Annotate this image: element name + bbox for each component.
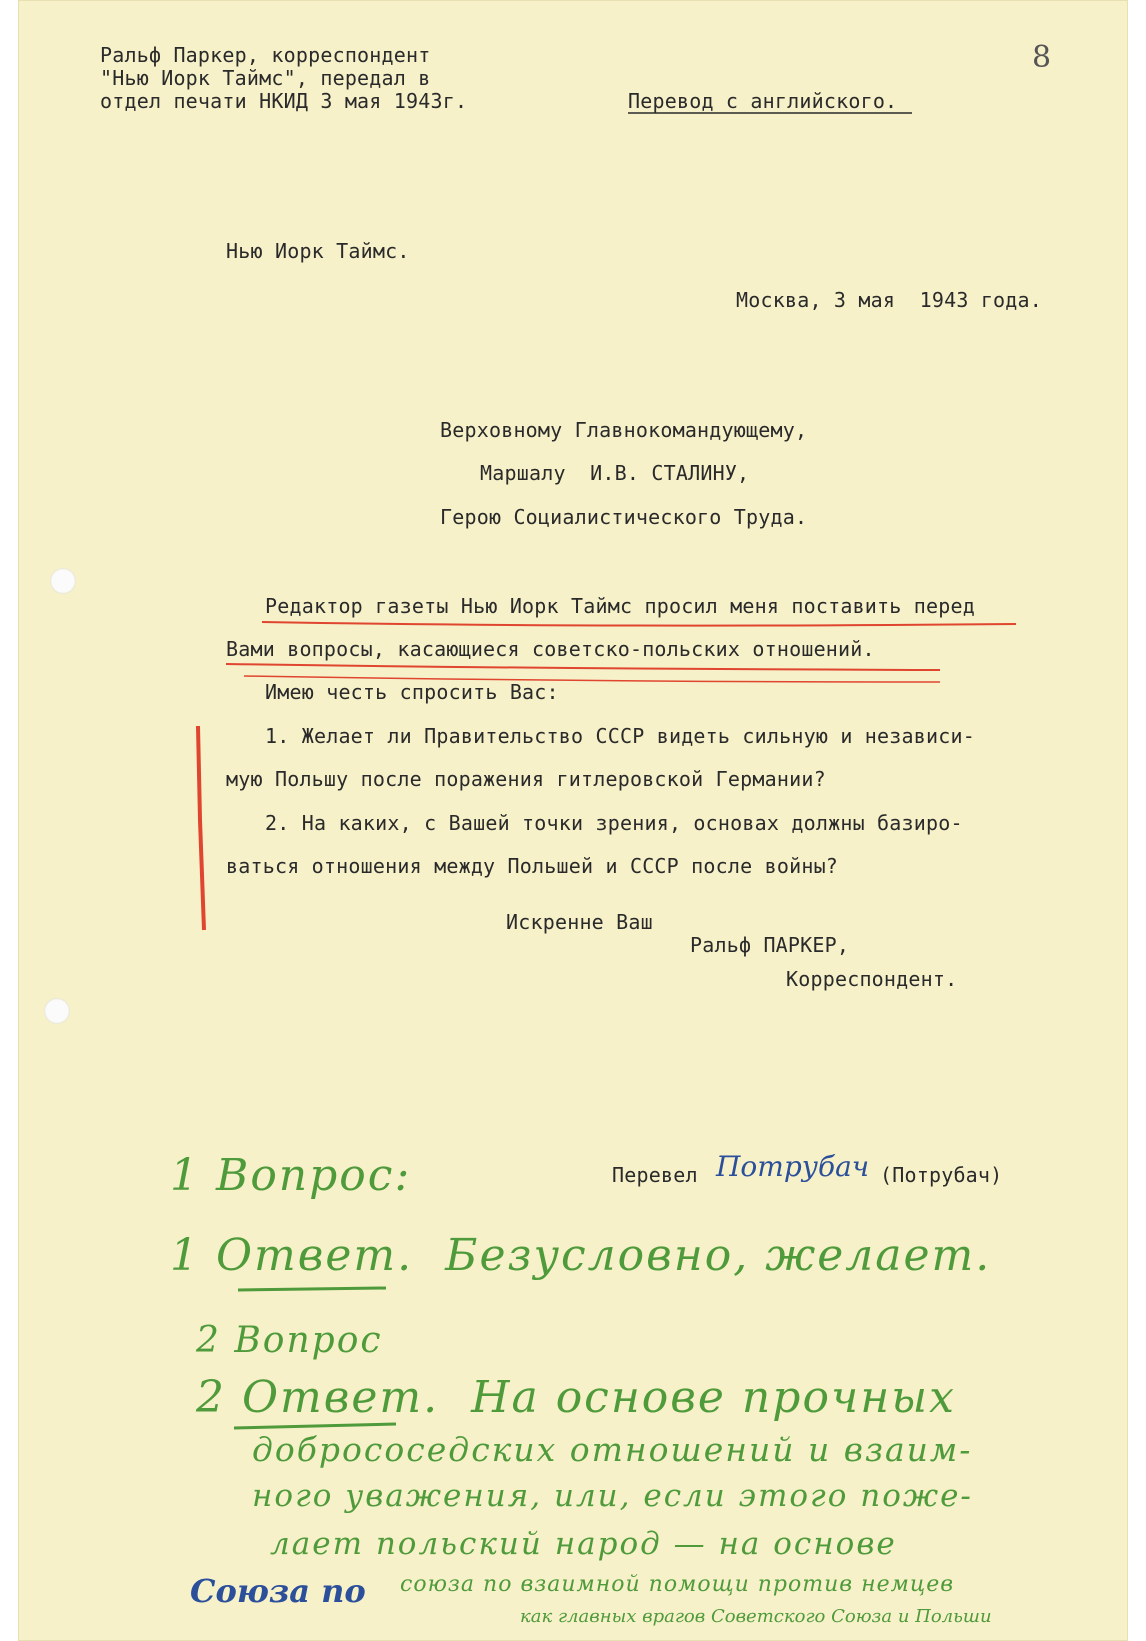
handwritten-answer-1: 1 Ответ. Безусловно, желает. xyxy=(170,1230,992,1281)
addressee-line-1: Верховному Главнокомандующему, xyxy=(440,418,808,442)
body-para1-line1: Редактор газеты Нью Иорк Таймс просил меня поставить перед xyxy=(265,594,975,618)
translator-label: Перевел xyxy=(612,1163,698,1187)
handwritten-question-1: 1 Вопрос: xyxy=(170,1150,412,1201)
header-line-1: Ральф Паркер, корреспондент xyxy=(100,43,431,67)
body-para2: Имею честь спросить Вас: xyxy=(265,680,559,704)
closing-name: Ральф ПАРКЕР, xyxy=(690,933,850,957)
handwritten-question-2: 2 Вопрос xyxy=(196,1320,383,1361)
closing-title: Корреспондент. xyxy=(786,967,958,991)
body-para1-line2: Вами вопросы, касающиеся советско-польских отношений. xyxy=(226,637,875,661)
handwritten-answer-2-line6: как главных врагов Советского Союза и Польши xyxy=(520,1606,992,1627)
handwritten-blue-note: Союза по xyxy=(190,1572,366,1610)
handwritten-answer-2-line1: 2 Ответ. На основе прочных xyxy=(196,1372,956,1423)
place-date: Москва, 3 мая 1943 года. xyxy=(736,288,1043,312)
page-number: 8 xyxy=(1032,40,1052,75)
question-1-line2: мую Польшу после поражения гитлеровской Германии? xyxy=(226,767,826,791)
question-2-line1: 2. На каких, с Вашей точки зрения, основах должны базиро- xyxy=(265,811,963,835)
header-line-2: "Нью Иорк Таймс", передал в xyxy=(100,66,431,90)
translator-signature: Потрубач xyxy=(716,1150,870,1183)
page-edge xyxy=(1138,0,1146,1641)
addressee-line-3: Герою Социалистического Труда. xyxy=(440,505,808,529)
punch-hole-top xyxy=(50,568,76,594)
question-1-line1: 1. Желает ли Правительство СССР видеть сильную и независи- xyxy=(265,724,975,748)
addressee-line-2: Маршалу И.В. СТАЛИНУ, xyxy=(480,461,750,485)
newspaper-name: Нью Иорк Таймс. xyxy=(226,239,410,263)
translator-name: (Потрубач) xyxy=(880,1163,1003,1187)
handwritten-answer-2-line5: союза по взаимной помощи против немцев xyxy=(400,1572,955,1597)
punch-hole-bottom xyxy=(44,998,70,1024)
question-2-line2: ваться отношения между Польшей и СССР после войны? xyxy=(226,854,839,878)
handwritten-answer-2-line4: лает польский народ — на основе xyxy=(270,1526,897,1562)
closing-sincerely: Искренне Ваш xyxy=(506,910,653,934)
handwritten-answer-2-line3: ного уважения, или, если этого поже- xyxy=(252,1478,973,1514)
handwritten-answer-2-line2: добрососедских отношений и взаим- xyxy=(252,1430,973,1469)
header-line-3: отдел печати НКИД 3 мая 1943г. xyxy=(100,89,468,113)
translation-note: Перевод с английского. xyxy=(628,89,898,113)
